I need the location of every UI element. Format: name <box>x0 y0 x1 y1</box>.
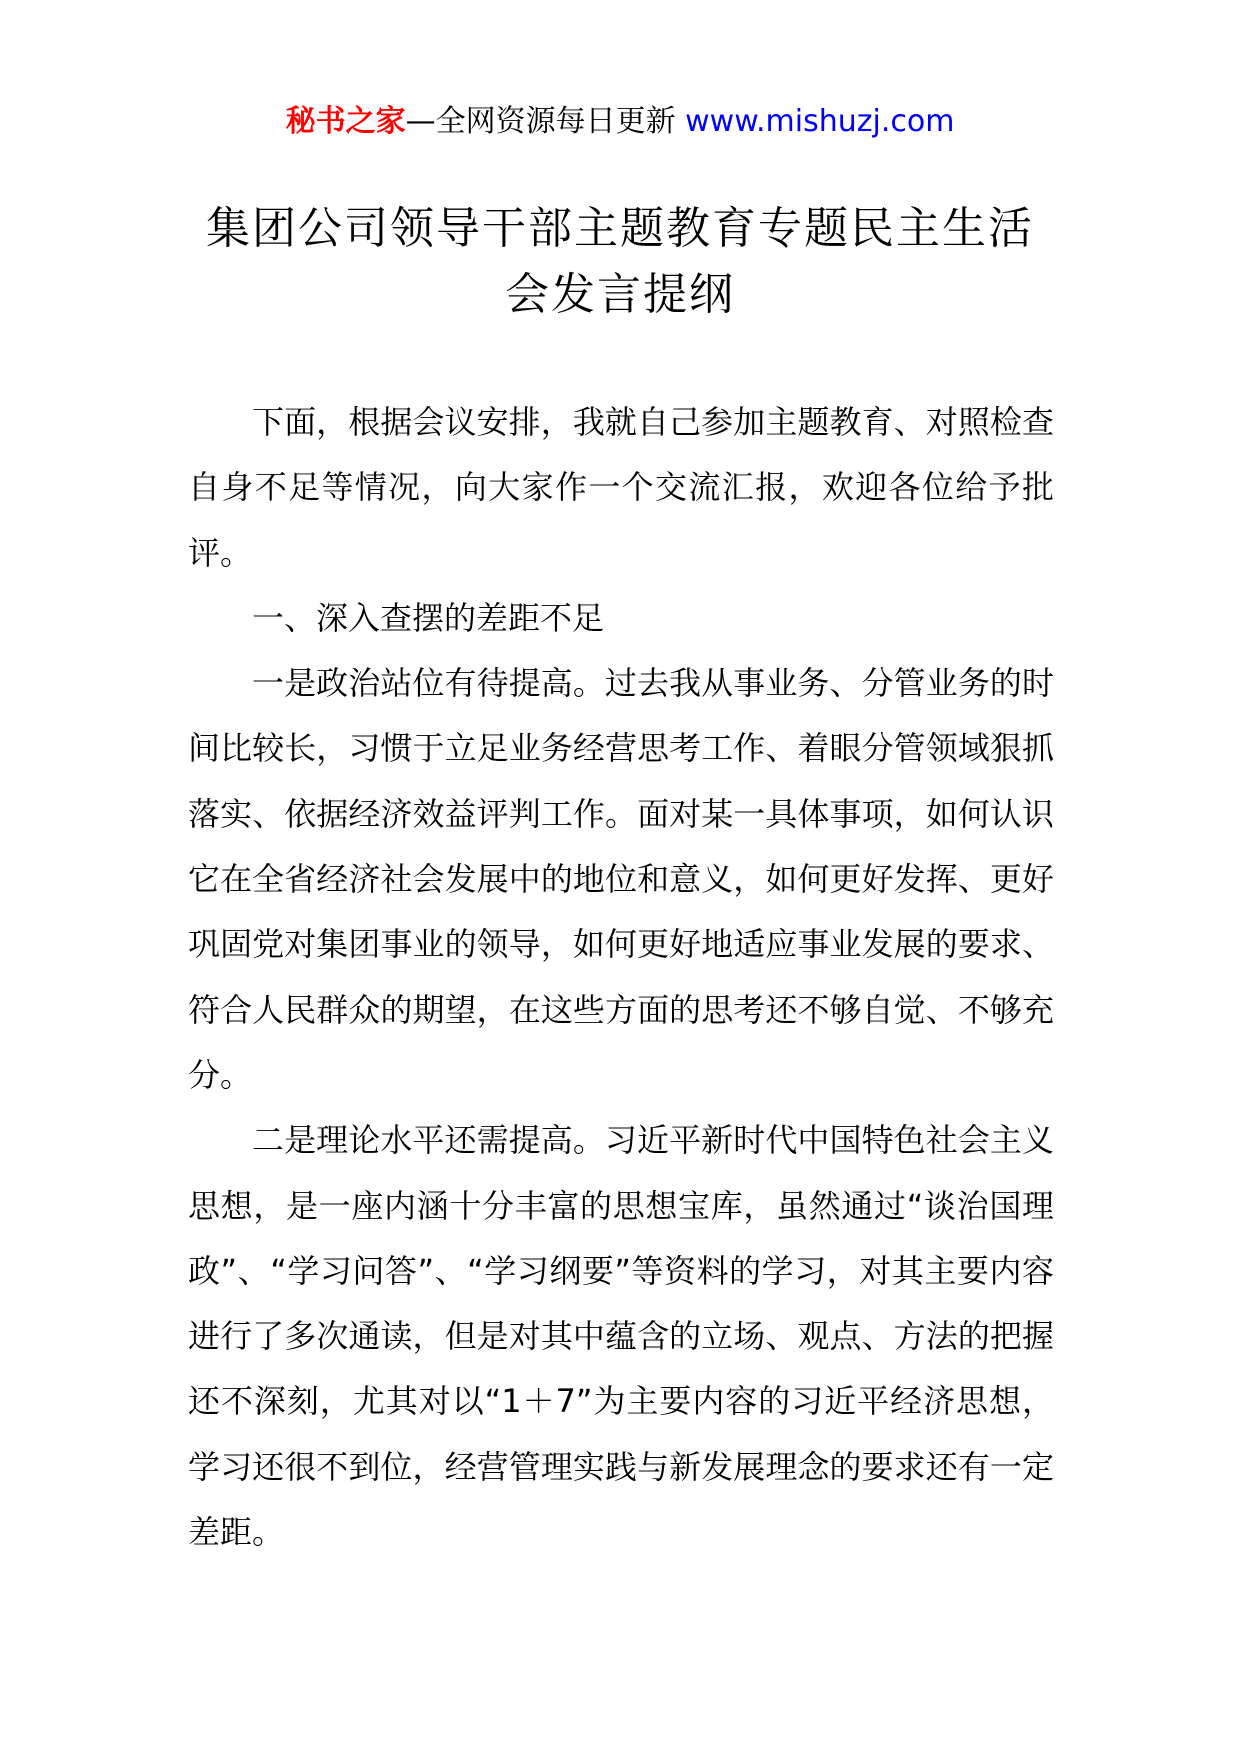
paragraph-theory-level: 二是理论水平还需提高。习近平新时代中国特色社会主义思想，是一座内涵十分丰富的思想宝库，虽然通过“谈治国理政”、“学习问答”、“学习纲要”等资料的学习，对其主要内容进行了多次通读，但是对其中蕴含的立场、观点、方法的把握还不深刻，尤其对以“1＋7”为主要内容的习近平经济思想，学习还很不到位，经营管理实践与新发展理念的要求还有一定差距。 <box>188 1121 1054 1552</box>
paragraph-political-stance: 一是政治站位有待提高。过去我从事业务、分管业务的时间比较长，习惯于立足业务经营思考工作、着眼分管领域狠抓落实、依据经济效益评判工作。面对某一具体事项，如何认识它在全省经济社会发展中的地位和意义，如何更好发挥、更好巩固党对集团事业的领导，如何更好地适应事业发展的要求、符合人民群众的期望，在这些方面的思考还不够自觉、不够充分。 <box>188 664 1054 1094</box>
header-brand: 秘书之家 <box>285 104 406 139</box>
document-title <box>0 196 1240 328</box>
header-url-link[interactable]: www.mishuzj.com <box>685 104 955 139</box>
title-line-1: 集团公司领导干部主题教育专题民主生活 <box>206 203 1034 254</box>
document-body <box>188 390 1054 1565</box>
header-tagline: —全网资源每日更新 <box>405 104 686 139</box>
paragraph-intro: 下面，根据会议安排，我就自己参加主题教育、对照检查自身不足等情况，向大家作一个交流汇报，欢迎各位给予批评。 <box>188 403 1054 572</box>
title-line-2: 会发言提纲 <box>505 269 735 320</box>
site-header <box>0 100 1240 144</box>
section-heading-1: 一、深入查摆的差距不足 <box>252 598 605 637</box>
